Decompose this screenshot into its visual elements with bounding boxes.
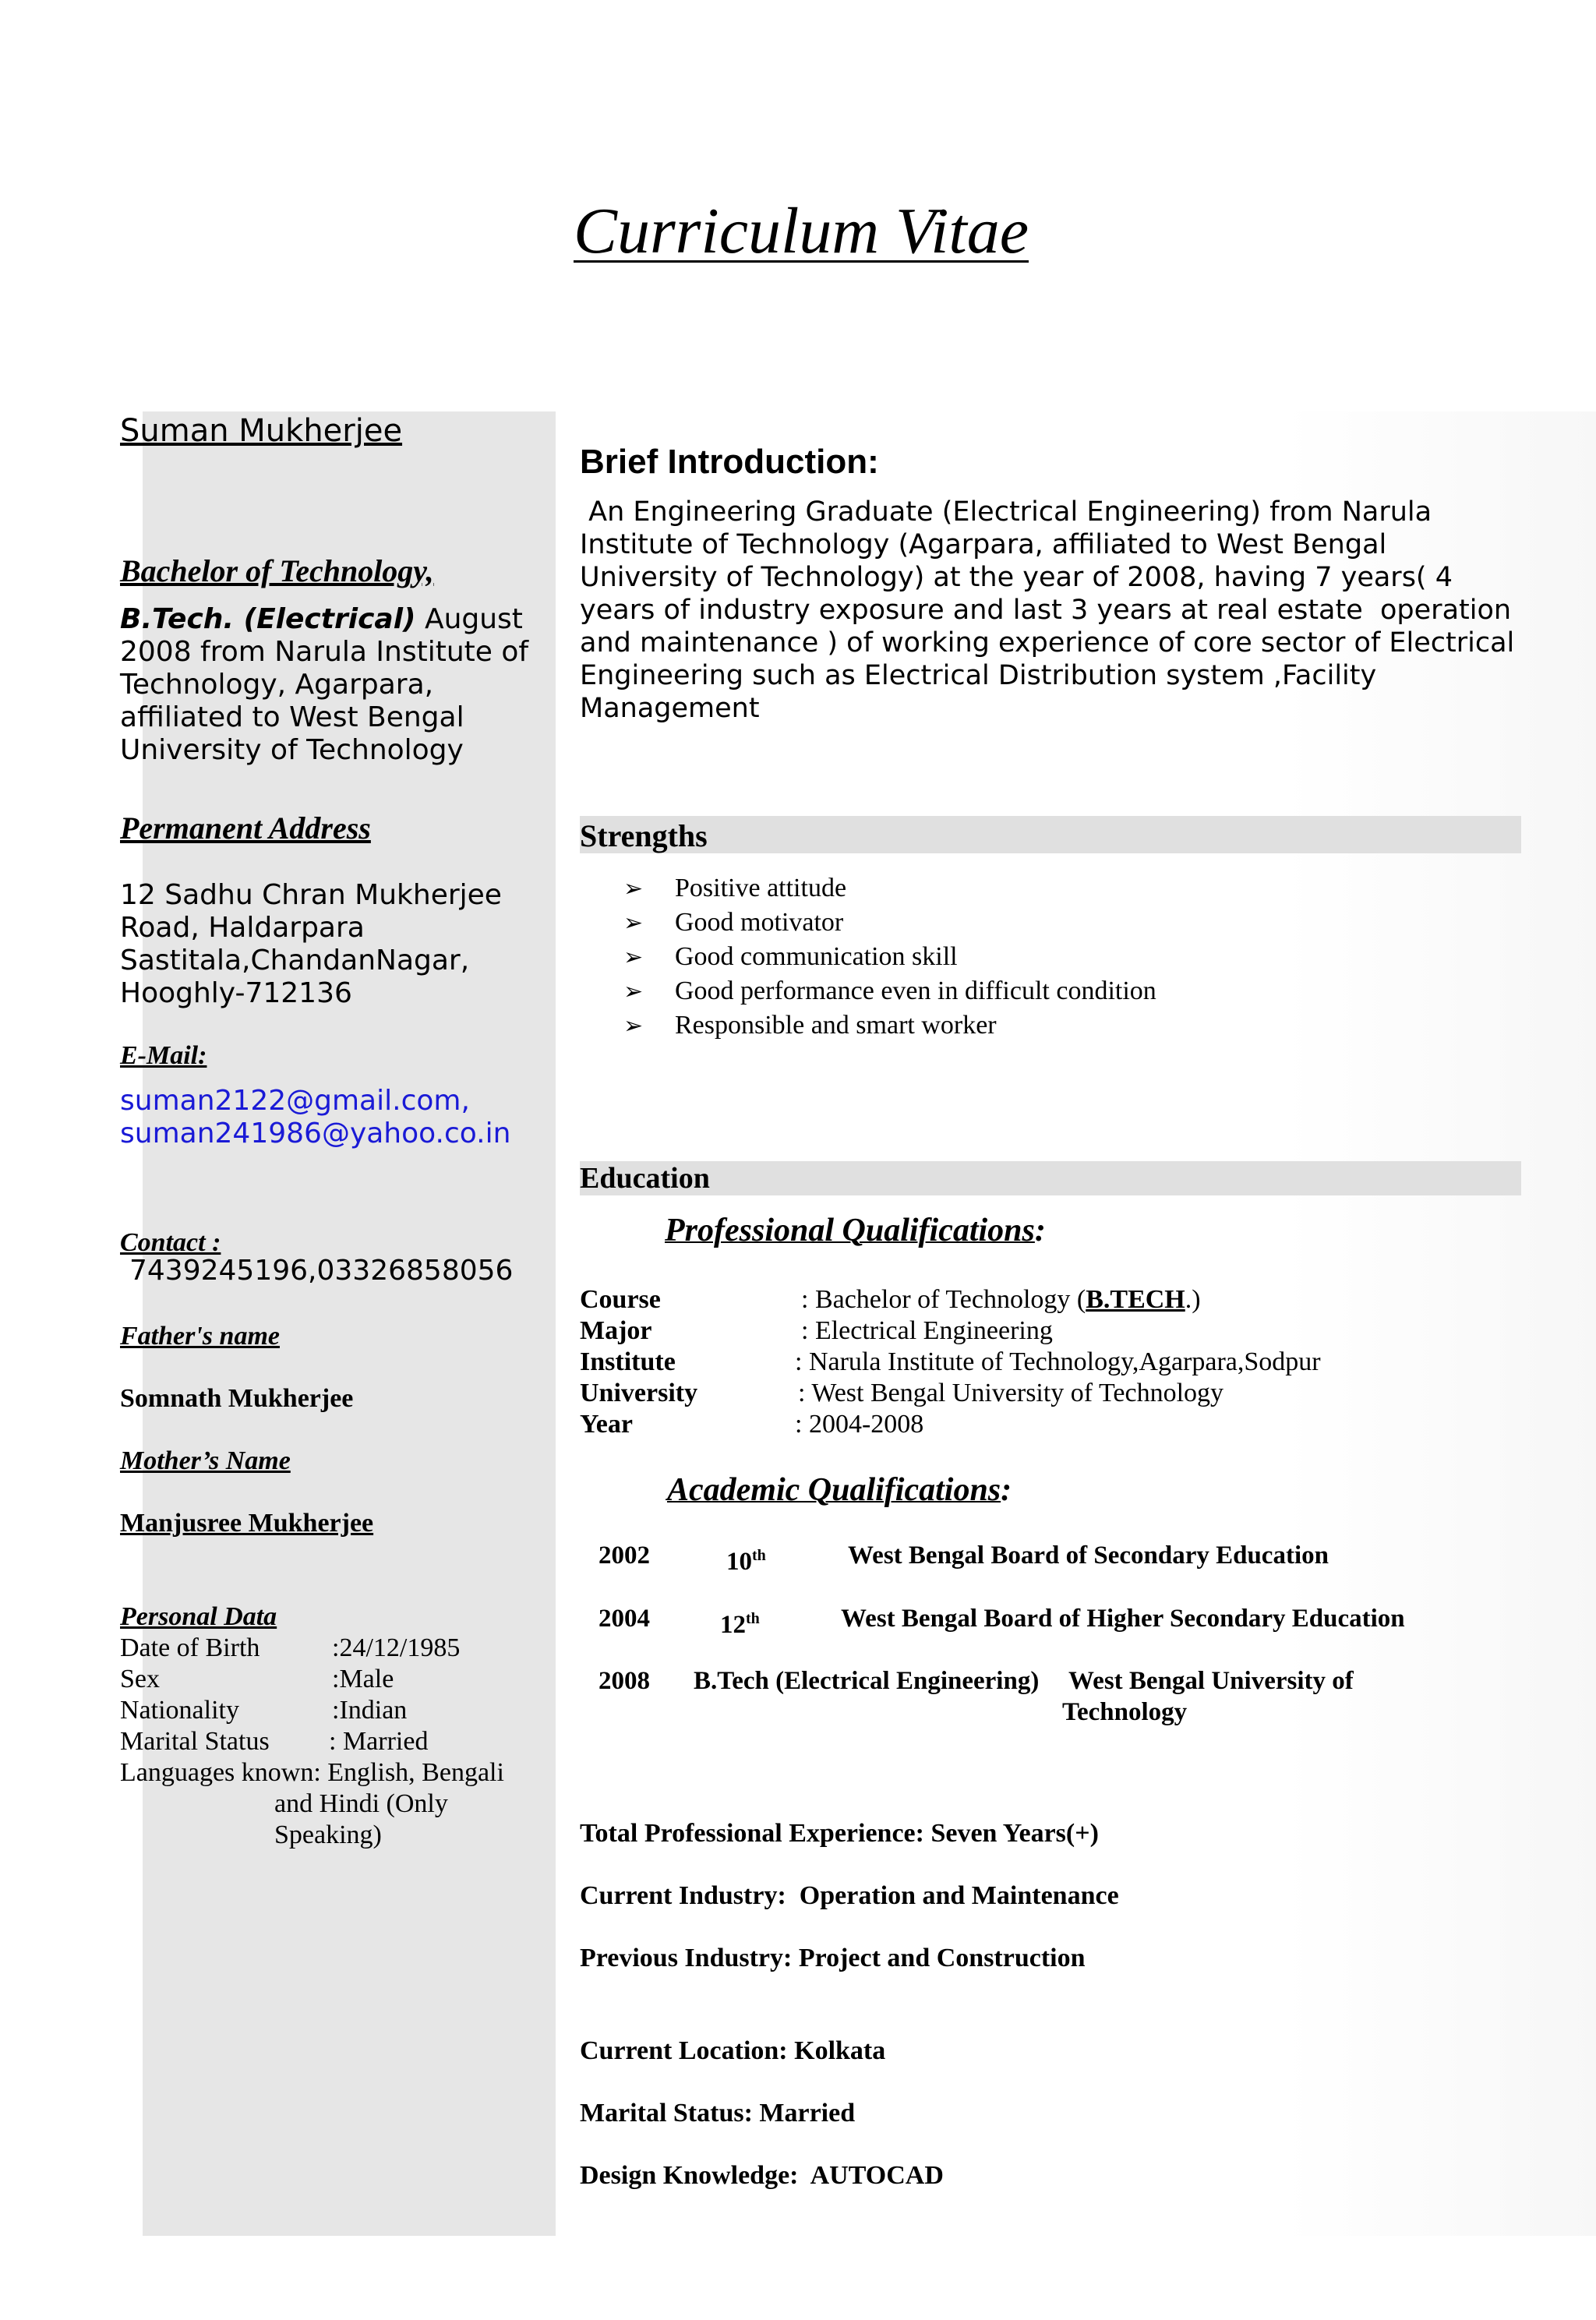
intro-line: Management [580, 693, 760, 724]
course-row: Course : Bachelor of Technology (B.TECH.) [580, 1285, 1201, 1314]
contact-heading: Contact : [120, 1228, 221, 1257]
degree-line: University of Technology [120, 734, 464, 766]
academic-board: West Bengal University of [1068, 1667, 1354, 1695]
current-industry: Current Industry: Operation and Maintenance [580, 1881, 1119, 1910]
candidate-name: Suman Mukherjee [120, 413, 403, 449]
intro-line: and maintenance ) of working experience of core sector of Electrical [580, 627, 1515, 659]
course-row: Major : Electrical Engineering [580, 1316, 1053, 1345]
email-link[interactable]: suman2122@gmail.com, [120, 1085, 470, 1117]
total-experience: Total Professional Experience: Seven Years(+) [580, 1819, 1099, 1848]
degree-line: affiliated to West Bengal [120, 701, 464, 733]
personal-row: Marital Status : Married [120, 1727, 429, 1756]
intro-line: Engineering such as Electrical Distribution system ,Facility [580, 660, 1377, 691]
arrow-bullet-icon: ➢ [623, 1012, 644, 1040]
design-knowledge: Design Knowledge: AUTOCAD [580, 2161, 944, 2190]
father-name: Somnath Mukherjee [120, 1384, 354, 1413]
degree-heading: Bachelor of Technology, [120, 553, 434, 588]
marital-status: Marital Status: Married [580, 2099, 856, 2128]
arrow-bullet-icon: ➢ [623, 875, 644, 902]
address-line: Road, Haldarpara [120, 912, 365, 944]
degree-line: 2008 from Narula Institute of [120, 636, 529, 668]
intro-text [580, 496, 1546, 725]
degree-title: B.Tech. (Electrical) [120, 603, 416, 635]
degree-line: Technology, Agarpara, [120, 669, 434, 701]
list-item: ➢ Positive attitude [623, 871, 1156, 906]
academic-class: 10th [726, 1547, 766, 1576]
email-link[interactable]: suman241986@yahoo.co.in [120, 1118, 511, 1149]
academic-board: West Bengal Board of Secondary Education [848, 1541, 1329, 1570]
education-heading-bar [580, 1161, 1521, 1195]
academic-year: 2004 [598, 1605, 650, 1633]
course-row: Institute : Narula Institute of Technology,Agarpara,Sodpur [580, 1347, 1321, 1376]
academic-year: 2008 [598, 1667, 650, 1695]
strengths-list [623, 871, 1156, 1043]
arrow-bullet-icon: ➢ [623, 978, 644, 1005]
list-item: ➢ Good communication skill [623, 940, 1156, 974]
degree-details [120, 603, 541, 767]
academic-board: West Bengal Board of Higher Secondary Education [841, 1605, 1405, 1633]
arrow-bullet-icon: ➢ [623, 944, 644, 971]
personal-data-heading: Personal Data [120, 1602, 277, 1631]
academic-qualifications-heading: Academic Qualifications: [667, 1472, 1012, 1508]
address-heading: Permanent Address [120, 810, 371, 846]
personal-row: Sex :Male [120, 1665, 394, 1693]
course-row: University : West Bengal University of Technology [580, 1379, 1224, 1407]
document-title: Curriculum Vitae [573, 195, 1029, 267]
father-heading: Father's name [120, 1322, 280, 1351]
intro-line: years of industry exposure and last 3 years at real estate operation [580, 595, 1512, 626]
contact-numbers: 7439245196,03326858056 [129, 1255, 514, 1287]
current-location: Current Location: Kolkata [580, 2036, 886, 2065]
list-item: ➢ Good performance even in difficult condition [623, 974, 1156, 1008]
professional-qualifications-heading: Professional Qualifications: [665, 1213, 1046, 1248]
intro-line: University of Technology) at the year of 2008, having 7 years( 4 [580, 562, 1453, 593]
list-item: ➢ Good motivator [623, 906, 1156, 940]
address-line: Sastitala,ChandanNagar, [120, 945, 470, 976]
languages-row: Languages known: English, Bengali [120, 1758, 504, 1787]
intro-heading: Brief Introduction: [580, 443, 879, 481]
list-item: ➢ Responsible and smart worker [623, 1008, 1156, 1043]
address-line: Hooghly-712136 [120, 977, 352, 1009]
strengths-heading: Strengths [580, 818, 708, 853]
arrow-bullet-icon: ➢ [623, 909, 644, 937]
email-heading: E-Mail: [120, 1041, 207, 1070]
previous-industry: Previous Industry: Project and Construction [580, 1944, 1086, 1972]
course-row: Year : 2004-2008 [580, 1410, 924, 1439]
mother-heading: Mother’s Name [120, 1446, 291, 1475]
academic-board-cont: Technology [1062, 1698, 1188, 1726]
course-details [580, 1284, 1321, 1440]
personal-row: Nationality :Indian [120, 1696, 408, 1725]
email-list [120, 1085, 541, 1150]
languages-cont: and Hindi (Only [274, 1789, 448, 1818]
address-line: 12 Sadhu Chran Mukherjee [120, 879, 502, 911]
academic-class: B.Tech (Electrical Engineering) [694, 1667, 1040, 1695]
mother-name: Manjusree Mukherjee [120, 1509, 374, 1538]
personal-row: Date of Birth :24/12/1985 [120, 1633, 461, 1662]
intro-line: Institute of Technology (Agarpara, affiliated to West Bengal [580, 529, 1387, 560]
degree-date: August [415, 603, 523, 635]
education-heading: Education [580, 1162, 710, 1195]
academic-year: 2002 [598, 1541, 650, 1570]
permanent-address [120, 879, 541, 1010]
academic-class: 12th [720, 1610, 760, 1639]
intro-line: An Engineering Graduate (Electrical Engineering) from Narula [580, 496, 1432, 528]
strengths-heading-bar [580, 816, 1521, 853]
languages-cont: Speaking) [274, 1820, 382, 1849]
